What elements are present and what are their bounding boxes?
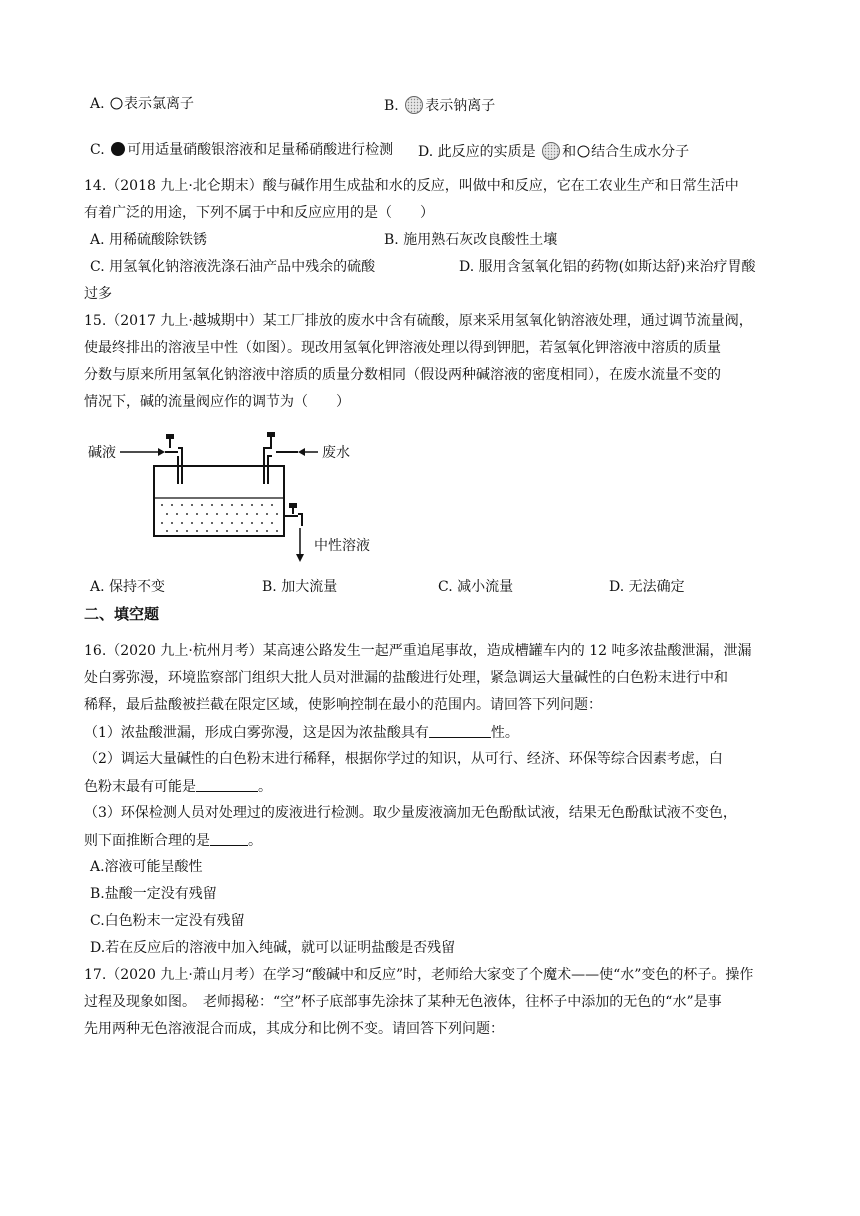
q15-stem-line: 情况下，碱的流量阀应作的调节为（ ） (84, 394, 350, 410)
q16-part-2-continued: 色粉末最有可能是 。 (84, 779, 272, 795)
q17-stem-line: 先用两种无色溶液混合而成，其成分和比例不变。请回答下列问题： (84, 1021, 504, 1037)
q17-stem-line: 过程及现象如图。 老师揭秘：“空”杯子底部事先涂抹了某种无色液体，往杯子中添加的无色的“水”是事 (84, 994, 722, 1010)
q16-option-c: C.白色粉末一定没有残留 (90, 913, 245, 929)
answer-blank[interactable] (429, 723, 491, 738)
valve-handle-icon (289, 503, 297, 508)
q17-stem-line: 17.（2020 九上·萧山月考）在学习“酸碱中和反应”时，老师给大家变了个魔术——使“水”变色的杯子。操作 (84, 967, 754, 983)
q15-option-a: A. 保持不变 (90, 579, 166, 595)
q14-option-b: B. 施用熟石灰改良酸性土壤 (384, 232, 558, 248)
q16-option-d: D.若在反应后的溶液中加入纯碱，就可以证明盐酸是否残留 (90, 940, 456, 956)
q13-option-c: C. 可用适量硝酸银溶液和足量稀硝酸进行检测 (90, 142, 394, 158)
dotted-circle-icon (541, 141, 561, 161)
q15-stem-line: 使最终排出的溶液呈中性（如图）。现改用氢氧化钾溶液处理以得到钾肥，若氢氧化钾溶液中溶质的质量 (84, 340, 721, 356)
q14-option-c: C. 用氢氧化钠溶液洗涤石油产品中残余的硫酸 (90, 259, 376, 275)
q14-stem-line: 14.（2018 九上·北仑期末）酸与碱作用生成盐和水的反应，叫做中和反应，它在工农业生产和日常生活中 (84, 178, 739, 194)
q16-part-2: （2）调运大量碱性的白色粉末进行稀释，根据你学过的知识，从可行、经济、环保等综合因素考虑，白 (84, 751, 723, 767)
q16-stem-line: 16.（2020 九上·杭州月考）某高速公路发生一起严重追尾事故，造成槽罐车内的 12 吨多浓盐酸泄漏，泄漏 (84, 643, 752, 659)
flow-valve-diagram (86, 428, 396, 568)
white-circle-icon (110, 97, 123, 110)
neutral-solution-label: 中性溶液 (314, 538, 370, 554)
arrow-head-icon (296, 554, 304, 562)
q16-part-3-continued: 则下面推断合理的是 。 (84, 833, 262, 849)
section-heading: 二、填空题 (84, 605, 160, 623)
q16-part-1: （1）浓盐酸泄漏，形成白雾弥漫，这是因为浓盐酸具有 性。 (84, 725, 519, 741)
q15-stem-line: 分数与原来所用氢氧化钠溶液中溶质的质量分数相同（假设两种碱溶液的密度相同），在废水流量不变的 (84, 367, 721, 383)
q15-option-d: D. 无法确定 (609, 579, 685, 595)
answer-blank[interactable] (196, 777, 258, 792)
q14-option-d: D. 服用含氢氧化铝的药物(如斯达舒)来治疗胃酸 (459, 259, 756, 275)
liquid-dots (161, 504, 278, 532)
answer-blank[interactable] (210, 831, 248, 846)
dotted-circle-icon (404, 95, 424, 115)
black-circle-icon (110, 141, 126, 157)
arrow-head-icon (298, 448, 305, 456)
q16-option-a: A.溶液可能呈酸性 (90, 859, 203, 875)
q14-option-a: A. 用稀硫酸除铁锈 (90, 232, 208, 248)
q13-option-b: B. 表示钠离子 (384, 95, 495, 115)
q13-option-d: D. 此反应的实质是 和 结合生成水分子 (418, 141, 689, 161)
white-circle-icon (577, 145, 590, 158)
q15-option-b: B. 加大流量 (262, 579, 338, 595)
q13-option-a: A. 表示氯离子 (90, 96, 195, 112)
q16-part-3: （3）环保检测人员对处理过的废液进行检测。取少量废液滴加无色酚酞试液，结果无色酚酞试液不变色， (84, 805, 737, 821)
q16-option-b: B.盐酸一定没有残留 (90, 886, 217, 902)
q16-stem-line: 处白雾弥漫，环境监察部门组织大批人员对泄漏的盐酸进行处理，紧急调运大量碱性的白色粉末进行中和 (84, 670, 728, 686)
q14-option-d-continued: 过多 (84, 286, 112, 302)
q14-stem-line: 有着广泛的用途，下列不属于中和反应应用的是（ ） (84, 205, 434, 221)
waste-water-label: 废水 (322, 445, 350, 461)
valve-handle-icon (267, 432, 275, 437)
q15-option-c: C. 减小流量 (438, 579, 514, 595)
q16-stem-line: 稀释，最后盐酸被拦截在限定区域，使影响控制在最小的范围内。请回答下列问题： (84, 697, 602, 713)
arrow-head-icon (158, 448, 165, 456)
valve-handle-icon (166, 434, 174, 439)
q15-stem-line: 15.（2017 九上·越城期中）某工厂排放的废水中含有硫酸，原来采用氢氧化钠溶液处理，通过调节流量阀， (84, 313, 753, 329)
base-liquid-label: 碱液 (88, 445, 116, 461)
